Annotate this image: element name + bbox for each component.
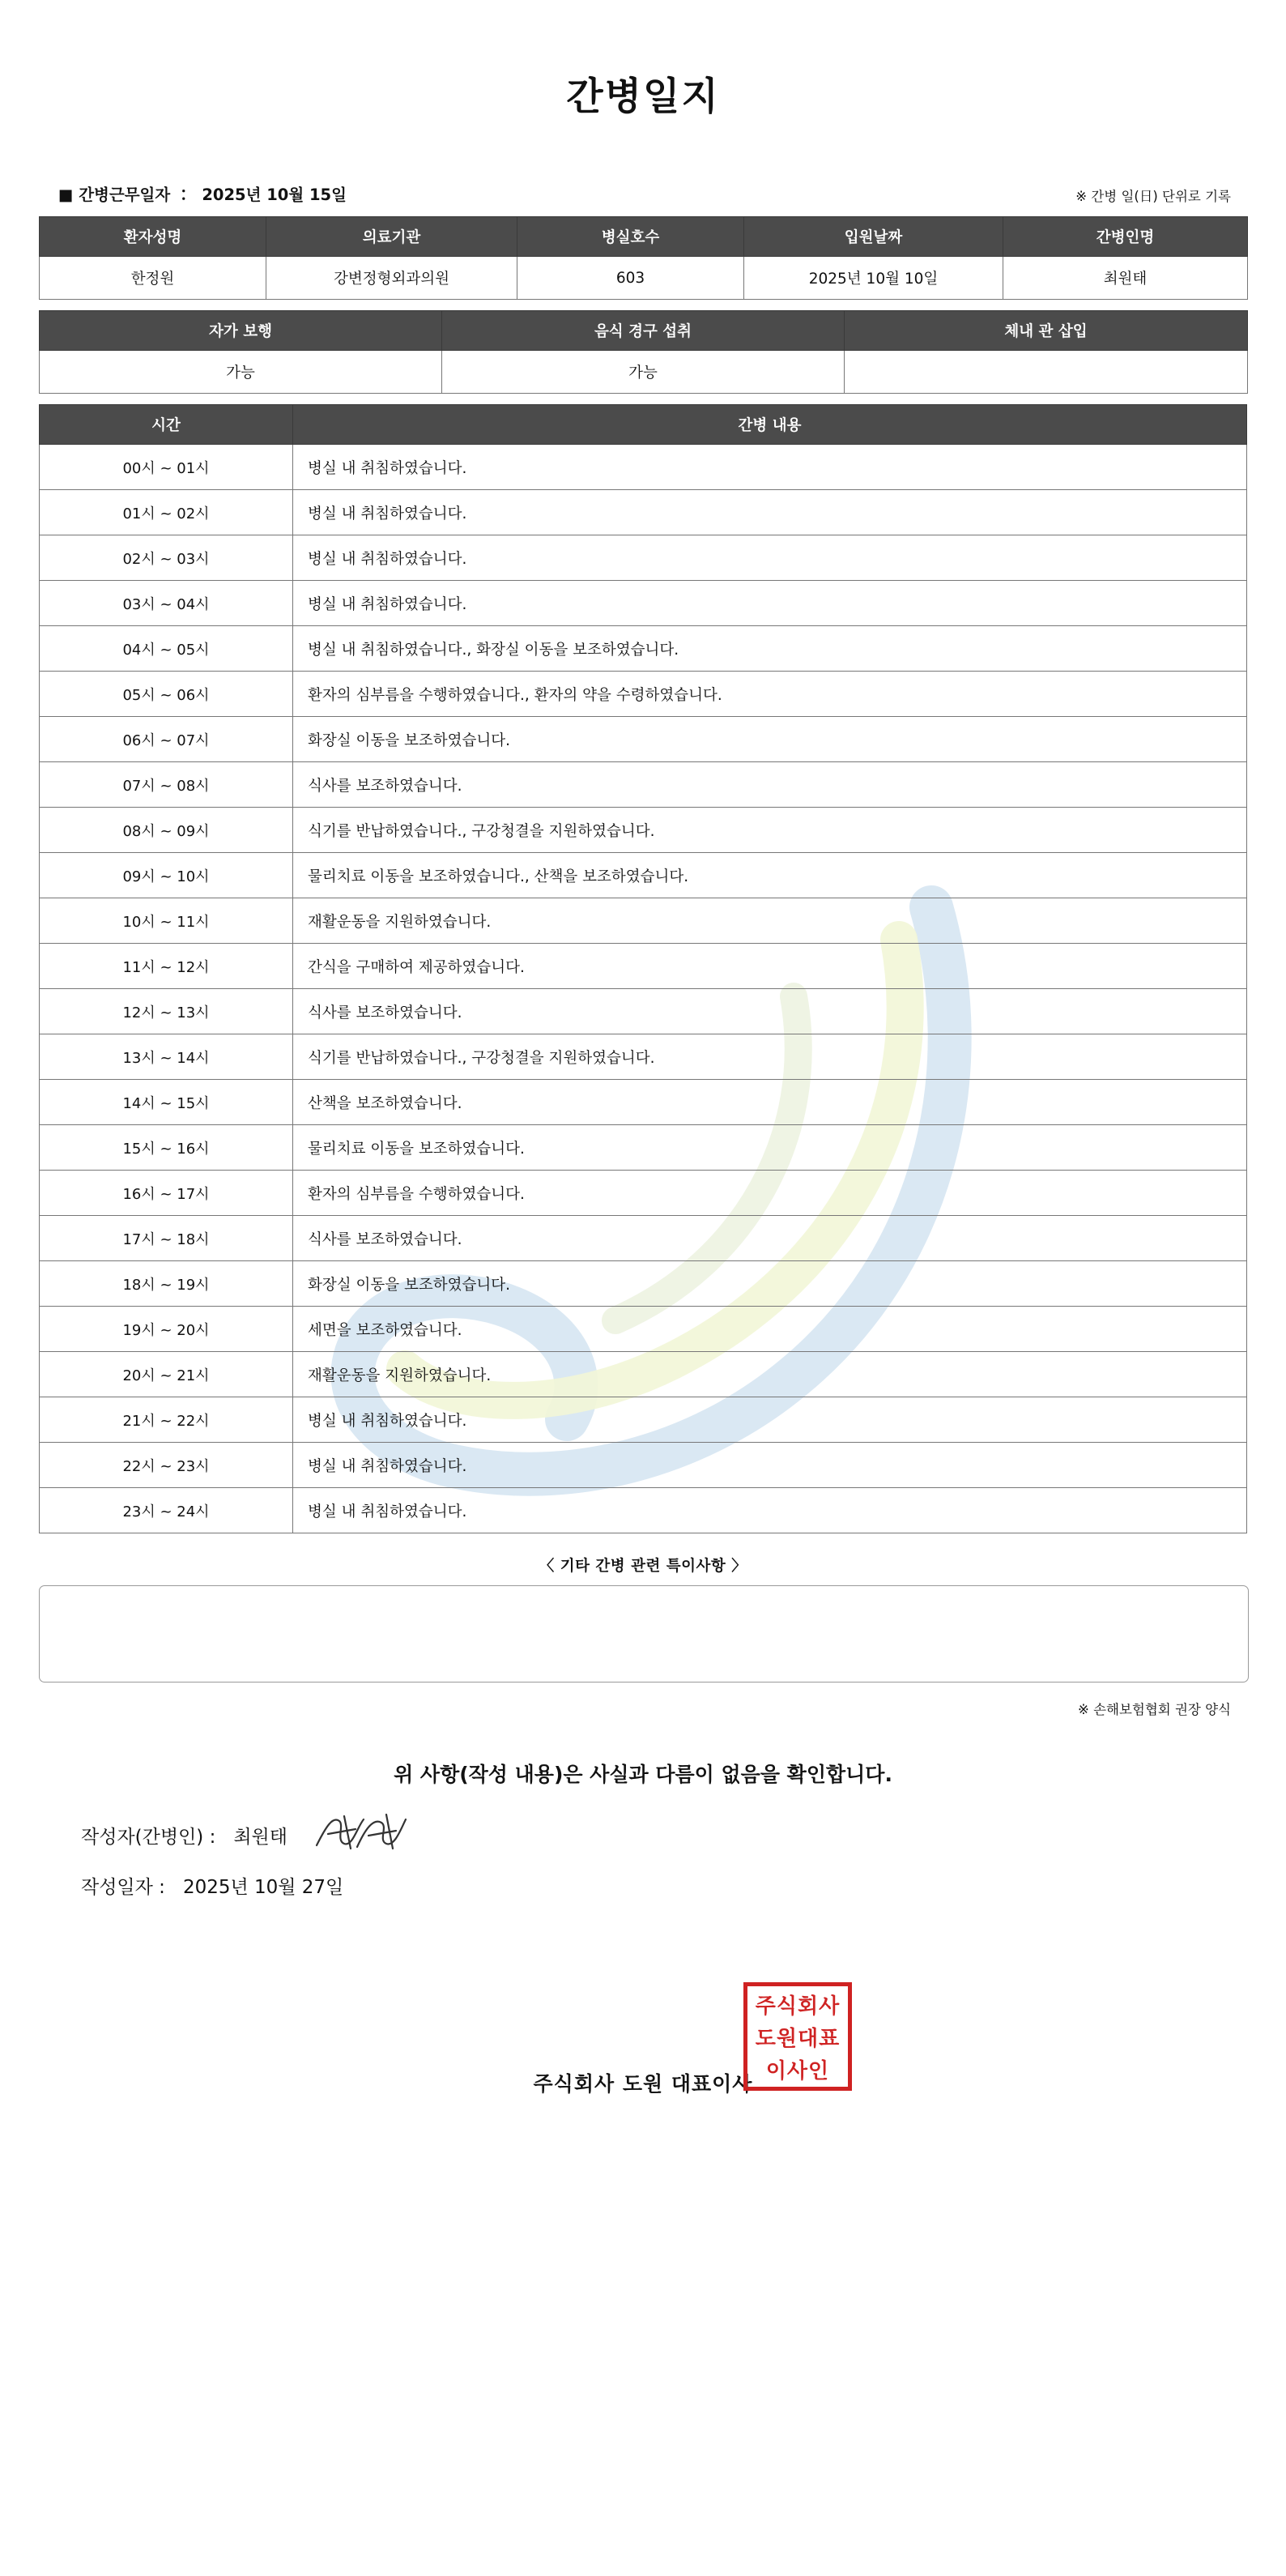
log-time-cell: 11시 ~ 12시 bbox=[40, 944, 293, 989]
seal-line-2: 도원대표 bbox=[755, 2027, 841, 2051]
log-content-cell: 식기를 반납하였습니다., 구강청결을 지원하였습니다. bbox=[293, 808, 1247, 853]
value-room-number: 603 bbox=[517, 257, 744, 300]
seal-line-1: 주식회사 bbox=[755, 1994, 841, 2019]
table-row bbox=[40, 1125, 1247, 1171]
table-header-row bbox=[40, 217, 1248, 257]
col-self-walking: 자가 보행 bbox=[40, 311, 442, 351]
col-caregiver-name: 간병인명 bbox=[1003, 217, 1248, 257]
table-row bbox=[40, 989, 1247, 1034]
table-header-row bbox=[40, 405, 1247, 445]
col-oral-intake: 음식 경구 섭취 bbox=[442, 311, 845, 351]
log-content-cell: 환자의 심부름을 수행하였습니다., 환자의 약을 수령하였습니다. bbox=[293, 672, 1247, 717]
value-self-walking: 가능 bbox=[40, 351, 442, 394]
log-content-cell: 화장실 이동을 보조하였습니다. bbox=[293, 1261, 1247, 1307]
table-row bbox=[40, 581, 1247, 626]
table-header-row bbox=[40, 311, 1248, 351]
table-row bbox=[40, 1216, 1247, 1261]
value-admission-date: 2025년 10월 10일 bbox=[744, 257, 1003, 300]
value-caregiver-name: 최원태 bbox=[1003, 257, 1248, 300]
meta-row bbox=[39, 182, 1247, 205]
seal-line-3: 이사인 bbox=[765, 2059, 830, 2083]
log-content-cell: 식기를 반납하였습니다., 구강청결을 지원하였습니다. bbox=[293, 1034, 1247, 1080]
care-log-body bbox=[40, 445, 1247, 1533]
table-row bbox=[40, 1352, 1247, 1397]
table-row bbox=[40, 898, 1247, 944]
value-hospital: 강변정형외과의원 bbox=[266, 257, 517, 300]
value-internal-tube bbox=[845, 351, 1248, 394]
page-title: 간병일지 bbox=[566, 75, 720, 119]
log-time-cell: 02시 ~ 03시 bbox=[40, 535, 293, 581]
log-time-cell: 00시 ~ 01시 bbox=[40, 445, 293, 490]
log-time-cell: 22시 ~ 23시 bbox=[40, 1443, 293, 1488]
col-room-number: 병실호수 bbox=[517, 217, 744, 257]
value-patient-name: 한정원 bbox=[40, 257, 266, 300]
table-row bbox=[40, 1397, 1247, 1443]
log-time-cell: 17시 ~ 18시 bbox=[40, 1216, 293, 1261]
log-content-cell: 식사를 보조하였습니다. bbox=[293, 762, 1247, 808]
notes-title: 〈 기타 간병 관련 특이사항 〉 bbox=[539, 1558, 747, 1575]
table-row bbox=[40, 535, 1247, 581]
log-time-cell: 21시 ~ 22시 bbox=[40, 1397, 293, 1443]
table-row bbox=[40, 944, 1247, 989]
log-time-cell: 12시 ~ 13시 bbox=[40, 989, 293, 1034]
col-hospital: 의료기관 bbox=[266, 217, 517, 257]
work-date-value: 2025년 10월 15일 bbox=[202, 186, 347, 204]
col-patient-name: 환자성명 bbox=[40, 217, 266, 257]
log-content-cell: 재활운동을 지원하였습니다. bbox=[293, 1352, 1247, 1397]
confirmation-statement: 위 사항(작성 내용)은 사실과 다름이 없음을 확인합니다. bbox=[394, 1763, 892, 1786]
log-content-cell: 병실 내 취침하였습니다. bbox=[293, 490, 1247, 535]
table-row bbox=[40, 1307, 1247, 1352]
log-content-cell: 병실 내 취침하였습니다. bbox=[293, 581, 1247, 626]
table-row bbox=[40, 351, 1248, 394]
table-row bbox=[40, 1080, 1247, 1125]
company-seal-stamp bbox=[743, 1982, 852, 2091]
patient-info-table bbox=[39, 216, 1248, 300]
log-time-cell: 18시 ~ 19시 bbox=[40, 1261, 293, 1307]
log-content-cell: 식사를 보조하였습니다. bbox=[293, 989, 1247, 1034]
col-admission-date: 입원날짜 bbox=[744, 217, 1003, 257]
table-row bbox=[40, 257, 1248, 300]
log-content-cell: 병실 내 취침하였습니다. bbox=[293, 535, 1247, 581]
author-label: 작성자(간병인) : bbox=[81, 1826, 216, 1848]
work-date-label: ■ 간병근무일자 ： bbox=[58, 186, 192, 204]
work-date bbox=[58, 182, 347, 205]
col-time: 시간 bbox=[40, 405, 293, 445]
condition-info-table bbox=[39, 310, 1248, 394]
col-care-content: 간병 내용 bbox=[293, 405, 1247, 445]
log-time-cell: 09시 ~ 10시 bbox=[40, 853, 293, 898]
log-content-cell: 병실 내 취침하였습니다., 화장실 이동을 보조하였습니다. bbox=[293, 626, 1247, 672]
table-row bbox=[40, 1034, 1247, 1080]
table-row bbox=[40, 626, 1247, 672]
table-row bbox=[40, 1488, 1247, 1533]
log-content-cell: 병실 내 취침하였습니다. bbox=[293, 1488, 1247, 1533]
log-content-cell: 식사를 보조하였습니다. bbox=[293, 1216, 1247, 1261]
company-row bbox=[39, 1974, 1247, 2128]
col-internal-tube: 체내 관 삽입 bbox=[845, 311, 1248, 351]
log-time-cell: 07시 ~ 08시 bbox=[40, 762, 293, 808]
unit-note: ※ 간병 일(日) 단위로 기록 bbox=[1075, 189, 1231, 204]
log-time-cell: 16시 ~ 17시 bbox=[40, 1171, 293, 1216]
log-content-cell: 물리치료 이동을 보조하였습니다. bbox=[293, 1125, 1247, 1171]
write-date-value: 2025년 10월 27일 bbox=[182, 1876, 344, 1898]
log-time-cell: 23시 ~ 24시 bbox=[40, 1488, 293, 1533]
log-content-cell: 병실 내 취침하였습니다. bbox=[293, 1397, 1247, 1443]
table-row bbox=[40, 672, 1247, 717]
date-row bbox=[81, 1870, 1247, 1900]
care-log-table bbox=[39, 404, 1247, 1533]
log-time-cell: 10시 ~ 11시 bbox=[40, 898, 293, 944]
log-content-cell: 재활운동을 지원하였습니다. bbox=[293, 898, 1247, 944]
table-row bbox=[40, 762, 1247, 808]
log-time-cell: 13시 ~ 14시 bbox=[40, 1034, 293, 1080]
log-content-cell: 병실 내 취침하였습니다. bbox=[293, 1443, 1247, 1488]
log-time-cell: 01시 ~ 02시 bbox=[40, 490, 293, 535]
log-content-cell: 세면을 보조하였습니다. bbox=[293, 1307, 1247, 1352]
table-row bbox=[40, 445, 1247, 490]
log-content-cell: 환자의 심부름을 수행하였습니다. bbox=[293, 1171, 1247, 1216]
author-row bbox=[81, 1820, 1247, 1849]
notes-box bbox=[39, 1585, 1249, 1683]
association-note: ※ 손해보험협회 권장 양식 bbox=[1078, 1702, 1231, 1717]
author-value: 최원태 bbox=[233, 1826, 287, 1848]
log-time-cell: 15시 ~ 16시 bbox=[40, 1125, 293, 1171]
table-row bbox=[40, 717, 1247, 762]
write-date-label: 작성일자 : bbox=[81, 1876, 165, 1898]
table-row bbox=[40, 853, 1247, 898]
company-name: 주식회사 도원 대표이사 bbox=[533, 2072, 753, 2096]
table-row bbox=[40, 1171, 1247, 1216]
log-time-cell: 04시 ~ 05시 bbox=[40, 626, 293, 672]
table-row bbox=[40, 1261, 1247, 1307]
log-time-cell: 06시 ~ 07시 bbox=[40, 717, 293, 762]
log-time-cell: 14시 ~ 15시 bbox=[40, 1080, 293, 1125]
log-time-cell: 08시 ~ 09시 bbox=[40, 808, 293, 853]
table-row bbox=[40, 1443, 1247, 1488]
signature-block bbox=[39, 1820, 1247, 1900]
table-row bbox=[40, 808, 1247, 853]
log-content-cell: 화장실 이동을 보조하였습니다. bbox=[293, 717, 1247, 762]
log-time-cell: 19시 ~ 20시 bbox=[40, 1307, 293, 1352]
log-content-cell: 간식을 구매하여 제공하였습니다. bbox=[293, 944, 1247, 989]
table-row bbox=[40, 490, 1247, 535]
log-time-cell: 20시 ~ 21시 bbox=[40, 1352, 293, 1397]
handwritten-signature-icon bbox=[309, 1810, 414, 1853]
log-content-cell: 병실 내 취침하였습니다. bbox=[293, 445, 1247, 490]
log-content-cell: 산책을 보조하였습니다. bbox=[293, 1080, 1247, 1125]
log-time-cell: 03시 ~ 04시 bbox=[40, 581, 293, 626]
value-oral-intake: 가능 bbox=[442, 351, 845, 394]
log-content-cell: 물리치료 이동을 보조하였습니다., 산책을 보조하였습니다. bbox=[293, 853, 1247, 898]
log-time-cell: 05시 ~ 06시 bbox=[40, 672, 293, 717]
